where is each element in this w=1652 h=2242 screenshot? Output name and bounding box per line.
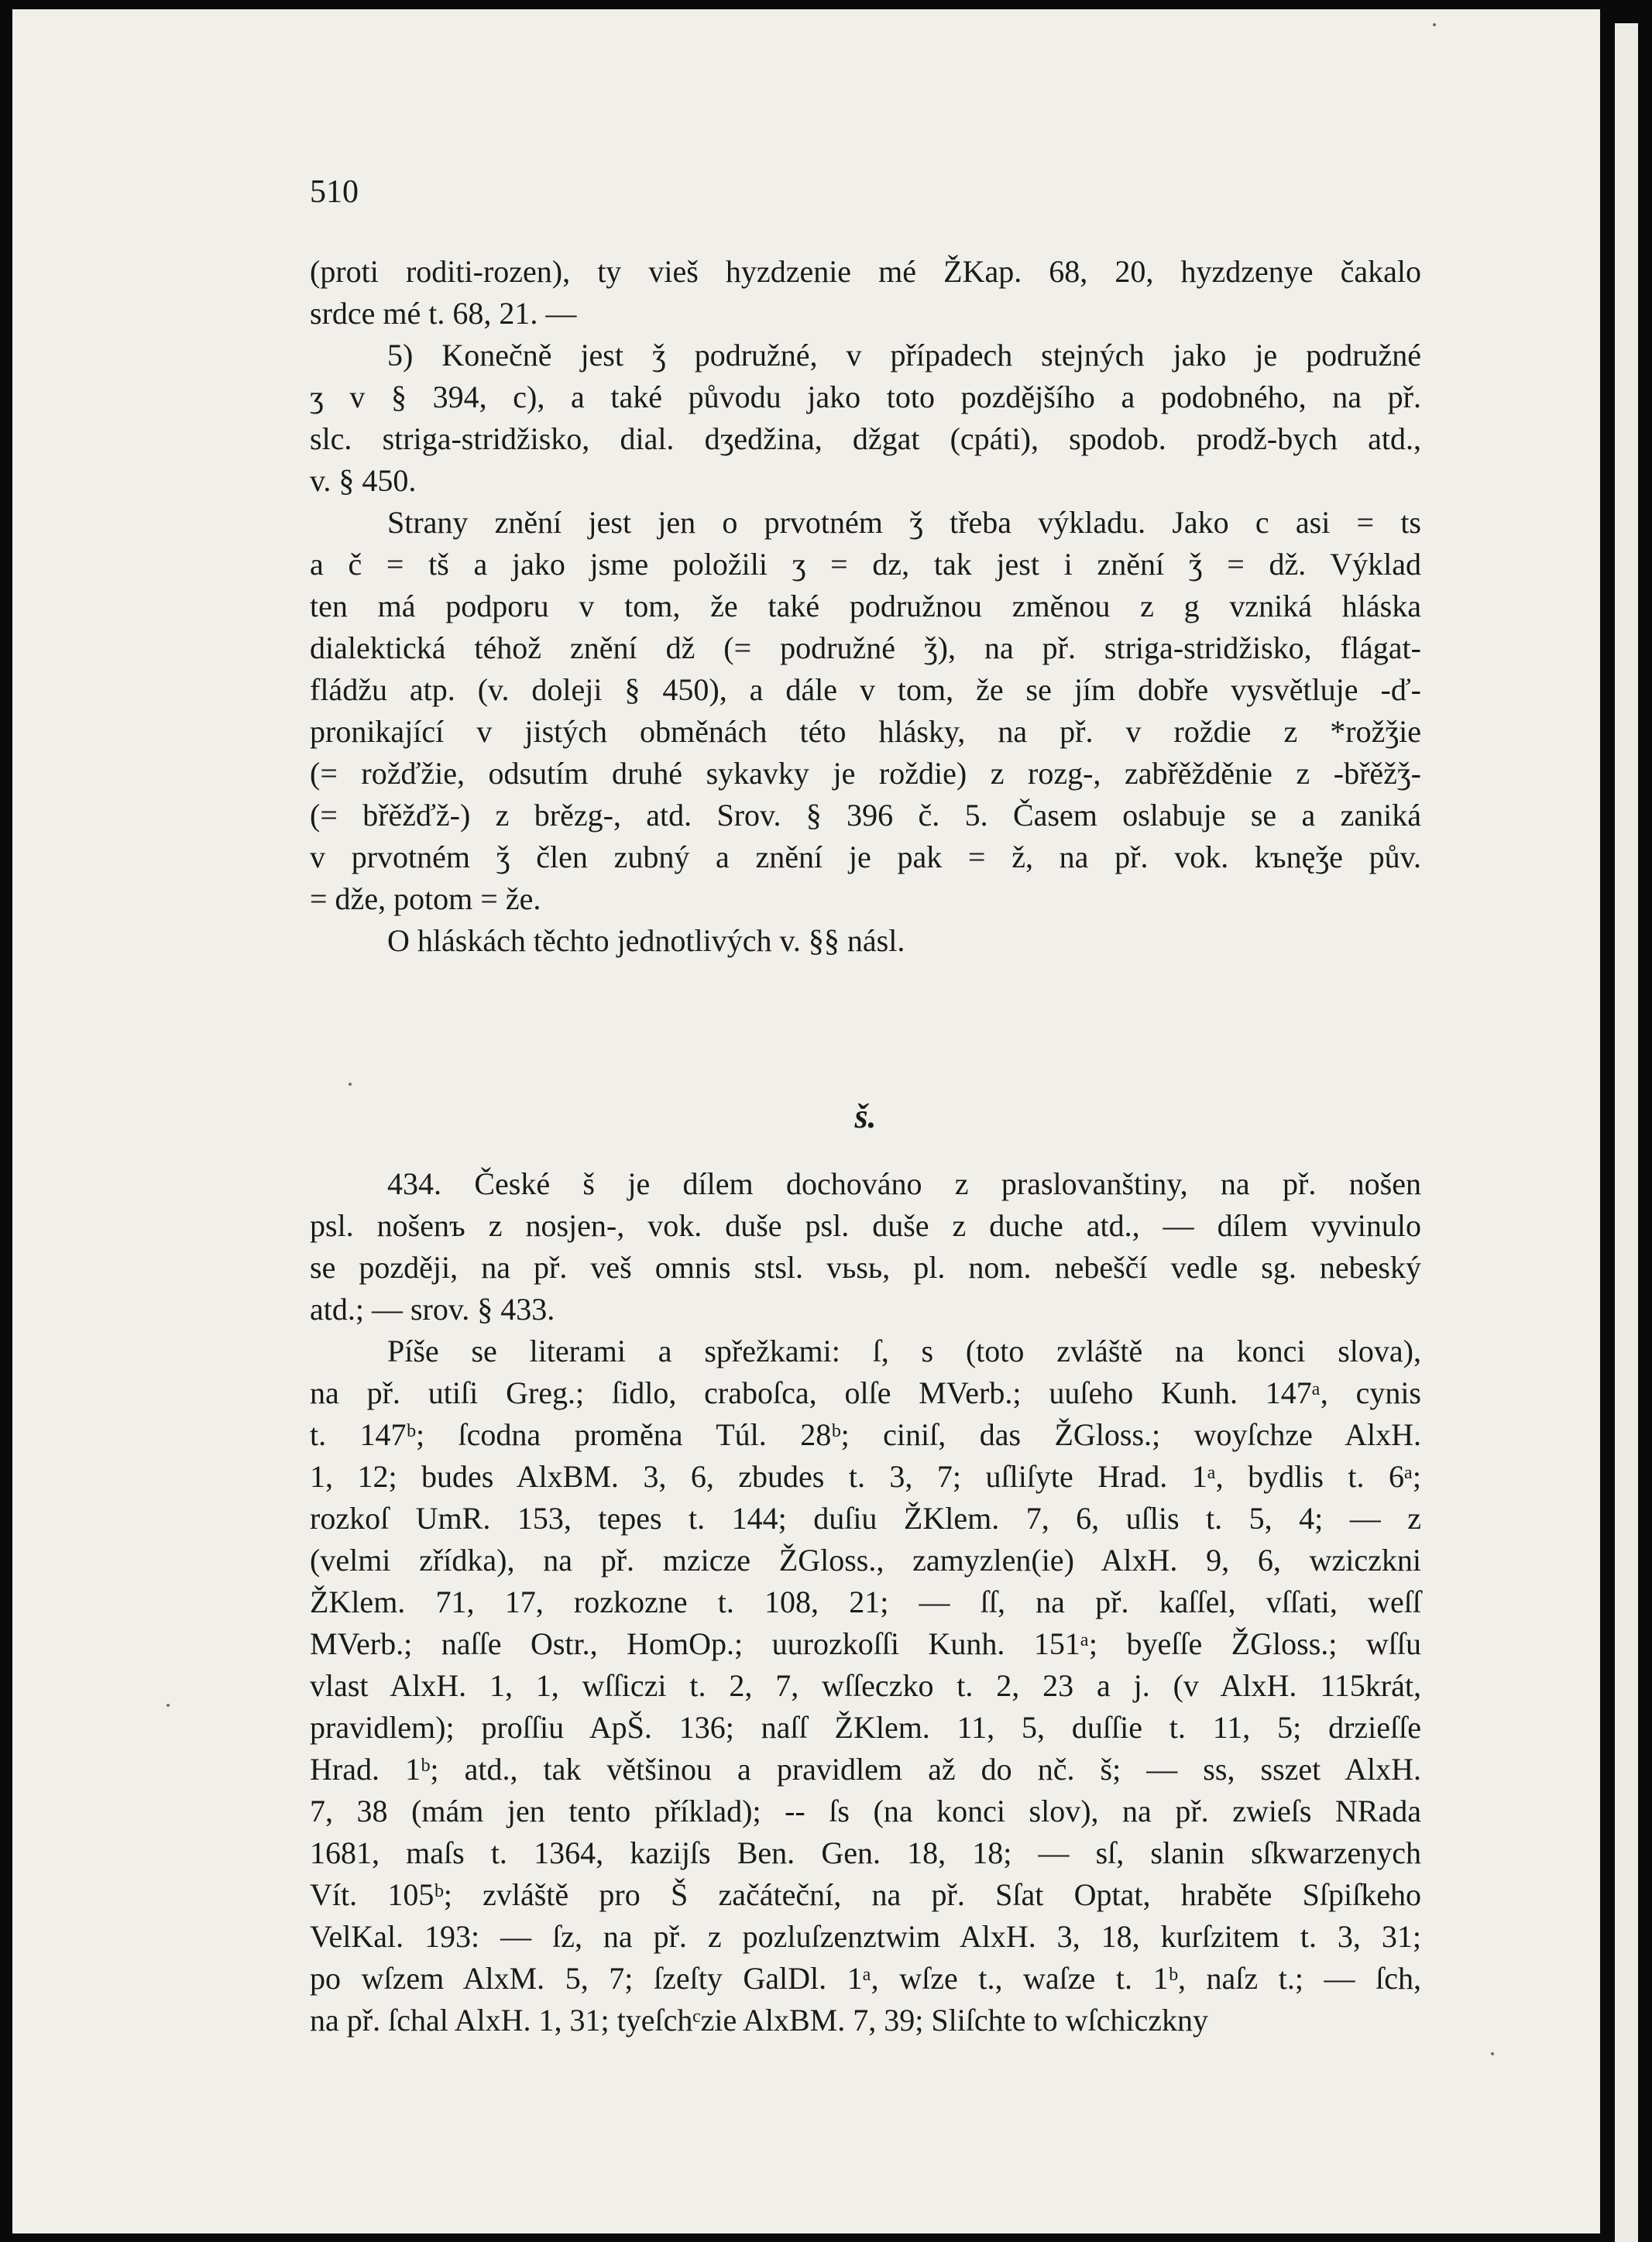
text-line: (= rožďžie, odsutím druhé sykavky je roždie) z rozg-, zabřěžděnie z -břěžǯ-	[310, 756, 1421, 791]
text-line: Píše se literami a spřežkami: ſ, s (toto zvláště na konci slova),	[387, 1334, 1421, 1368]
text-line: pronikající v jistých obměnách této hlásky, na př. v roždie z *rožǯie	[310, 714, 1421, 749]
text-line: na př. utiſi Greg.; ſidlo, craboſca, olſe MVerb.; uuſeho Kunh. 147ᵃ, cynis	[310, 1375, 1421, 1410]
text-line: ŽKlem. 71, 17, rozkozne t. 108, 21; — ſſ, na př. kaſſel, vſſati, weſſ	[310, 1585, 1421, 1619]
paragraphs-top	[310, 251, 1421, 962]
text-line: psl. nošenъ z nosjen-, vok. duše psl. duše z duche atd., — dílem vyvinulo	[310, 1208, 1421, 1243]
text-line: ʒ v § 394, c), a také původu jako toto pozdějšího a podobného, na př.	[310, 379, 1421, 414]
text-line: 7, 38 (mám jen tento příklad); -- ſs (na konci slov), na př. zwieſs NRada	[310, 1794, 1421, 1828]
scan-speck	[1433, 23, 1436, 26]
text-line: 434. České š je dílem dochováno z praslovanštiny, na př. nošen	[387, 1166, 1421, 1201]
paragraph	[310, 920, 1421, 962]
text-line: 1, 12; budes AlxBM. 3, 6, zbudes t. 3, 7; uſliſyte Hrad. 1ᵃ, bydlis t. 6ᵃ;	[310, 1459, 1421, 1494]
text-line: v. § 450.	[310, 463, 417, 498]
paragraph	[310, 502, 1421, 920]
paragraphs-bottom	[310, 1163, 1421, 2041]
text-line: ten má podporu v tom, že také podružnou změnou z g vzniká hláska	[310, 589, 1421, 623]
text-line: O hláskách těchto jednotlivých v. §§ násl.	[387, 923, 905, 958]
adjacent-page-edge	[1615, 23, 1638, 2242]
text-line: MVerb.; naſſe Ostr., HomOp.; uurozkoſſi Kunh. 151ᵃ; byeſſe ŽGloss.; wſſu	[310, 1626, 1421, 1661]
text-line: slc. striga-stridžisko, dial. dʒedžina, džgat (cpáti), spodob. prodž-bych atd.,	[310, 421, 1421, 456]
paragraph	[310, 1163, 1421, 1330]
text-line: = dže, potom = že.	[310, 881, 541, 916]
text-line: se později, na př. veš omnis stsl. vьsь, pl. nom. nebeščí vedle sg. nebeský	[310, 1250, 1421, 1285]
text-line: t. 147ᵇ; ſcodna proměna Túl. 28ᵇ; ciniſ, das ŽGloss.; woyſchze AlxH.	[310, 1417, 1421, 1452]
text-line: fládžu atp. (v. doleji § 450), a dále v tom, že se jím dobře vysvětluje -ď-	[310, 672, 1421, 707]
section-spacing	[310, 1142, 1421, 1163]
text-line: na př. ſchal AlxH. 1, 31; tyeſchᶜzie AlxBM. 7, 39; Sliſchte to wſchiczkny	[310, 2003, 1209, 2038]
text-line: po wſzem AlxM. 5, 7; ſzeſty GalDl. 1ᵃ, wſze t., waſze t. 1ᵇ, naſz t.; — ſch,	[310, 1961, 1421, 1996]
text-line: a č = tš a jako jsme položili ʒ = dz, tak jest i znění ǯ = dž. Výklad	[310, 547, 1421, 582]
page-body	[310, 251, 1421, 2041]
text-line: vlast AlxH. 1, 1, wſſiczi t. 2, 7, wſſeczko t. 2, 23 a j. (v AlxH. 115krát,	[310, 1668, 1421, 1703]
text-line: (proti roditi-rozen), ty vieš hyzdzenie mé ŽKap. 68, 20, hyzdzenye čakalo	[310, 254, 1421, 289]
paragraph	[310, 335, 1421, 502]
section-heading: š.	[854, 1097, 877, 1135]
text-line: v prvotném ǯ člen zubný a znění je pak = ž, na př. vok. kъnęǯe pův.	[310, 839, 1421, 874]
text-line: atd.; — srov. § 433.	[310, 1292, 555, 1327]
text-line: (= břěžďž-) z brězg-, atd. Srov. § 396 č. 5. Časem oslabuje se a zaniká	[310, 798, 1421, 833]
page-number: 510	[310, 174, 359, 210]
paragraph	[310, 1330, 1421, 2041]
text-line: Vít. 105ᵇ; zvláště pro Š začáteční, na př. Sſat Optat, hraběte Sſpiſkeho	[310, 1877, 1421, 1912]
text-line: srdce mé t. 68, 21. —	[310, 296, 577, 331]
text-line: (velmi zřídka), na př. mzicze ŽGloss., zamyzlen(ie) AlxH. 9, 6, wziczkni	[310, 1543, 1421, 1578]
paragraph	[310, 251, 1421, 335]
scan-speck	[1491, 2052, 1494, 2055]
text-line: 1681, maſs t. 1364, kazijſs Ben. Gen. 18, 18; — sſ, slanin sſkwarzenych	[310, 1835, 1421, 1870]
scan-speck	[167, 1704, 170, 1707]
text-line: Strany znění jest jen o prvotném ǯ třeba výkladu. Jako c asi = ts	[387, 505, 1421, 540]
text-line: dialektická téhož znění dž (= podružné ǯ), na př. striga-stridžisko, flágat-	[310, 630, 1421, 665]
text-line: VelKal. 193: — ſz, na př. z pozluſzenztwim AlxH. 3, 18, kurſzitem t. 3, 31;	[310, 1919, 1421, 1954]
text-line: 5) Konečně jest ǯ podružné, v případech stejných jako je podružné	[387, 338, 1421, 373]
text-line: pravidlem); proſſiu ApŠ. 136; naſſ ŽKlem. 11, 5, duſſie t. 11, 5; drzieſſe	[310, 1710, 1421, 1745]
text-line: Hrad. 1ᵇ; atd., tak většinou a pravidlem až do nč. š; — ss, sszet AlxH.	[310, 1752, 1421, 1787]
section-spacing	[310, 962, 1421, 1092]
text-line: rozkoſ UmR. 153, tepes t. 144; duſiu ŽKlem. 7, 6, uſlis t. 5, 4; — z	[310, 1501, 1421, 1536]
